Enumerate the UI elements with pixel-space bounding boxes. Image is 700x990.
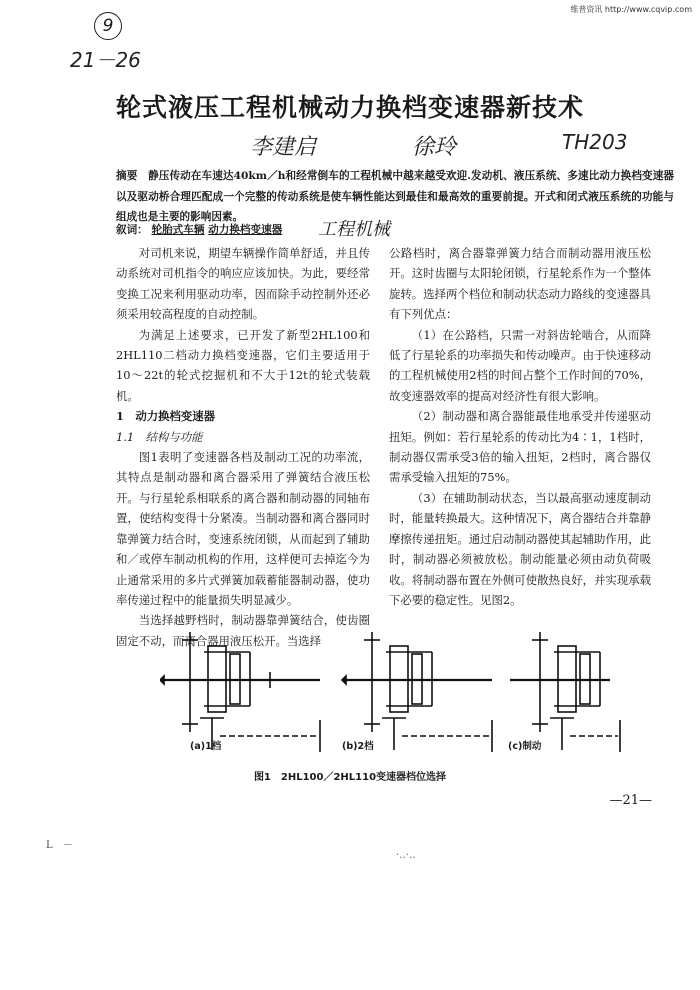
author-2: 徐玲 bbox=[412, 135, 457, 160]
keyword-1: 轮胎式车辆 bbox=[151, 224, 205, 236]
keyword-2: 动力换档变速器 bbox=[208, 224, 283, 236]
paragraph: 公路档时，离合器靠弹簧力结合而制动器用液压松开。这时齿圈与太阳轮闭锁，行星轮系作为一个整体旋转。选择两个档位和制动状态动力路线的变速器具有下列优点： bbox=[389, 246, 651, 322]
abstract bbox=[116, 166, 674, 228]
abstract-text: 静压传动在车速达40km／h和经常倒车的工程机械中越来越受欢迎.发动机、液压系统、多速比动力换档变速器以及驱动桥合理匹配成一个完整的传动系统是使车辆性能达到最佳和最高效的重要前提。开式和闭式液压系统的功能与组成也是主要的影响因素。 bbox=[116, 170, 675, 223]
paragraph: （1）在公路档，只需一对斜齿轮啮合，从而降低了行星轮系的功率损失和传动噪声。由于快速移动的工程机械使用2档的时间占整个工作时间的70%，故变速器效率的提高对经济性有很大影响。 bbox=[389, 327, 651, 403]
figure-sublabel-c: (c)制动 bbox=[508, 741, 542, 752]
page-number: —21— bbox=[609, 793, 652, 808]
paragraph: 对司机来说，期望车辆操作简单舒适，并且传动系统对司机指令的响应应该加快。为此，要经常变换工况来利用驱动功率，因而除手动控制外还必须采用较高程度的自动控制。 bbox=[116, 246, 370, 322]
scan-corner-mark: L － bbox=[46, 840, 73, 851]
figure-sublabel-a: (a)1档 bbox=[190, 741, 222, 752]
schematic-braking bbox=[510, 632, 620, 752]
author-1: 李建启 bbox=[250, 135, 317, 160]
abstract-label: 摘要 bbox=[116, 170, 138, 182]
figure-caption: 图1 2HL100／2HL110变速器档位选择 bbox=[253, 772, 447, 783]
handwritten-keyword-note: 工程机械 bbox=[318, 219, 390, 240]
keywords bbox=[116, 222, 282, 237]
right-column bbox=[389, 243, 651, 610]
paragraph: （2）制动器和离合器能最佳地承受并传递驱动扭矩。例如：若行星轮系的传动比为4∶1，1档时，制动器仅需承受3倍的输入扭矩，2档时，离合器仅需承受输入扭矩的75%。 bbox=[389, 409, 651, 485]
keywords-label: 叙词： bbox=[116, 224, 148, 236]
handwritten-circle-number: 9 bbox=[94, 12, 122, 40]
scan-dots-mark: ·‥·‥ bbox=[396, 850, 416, 861]
paragraph: 图1表明了变速器各档及制动工况的功率流，其特点是制动器和离合器采用了弹簧结合液压松开。与行星轮系相联系的离合器和制动器的同轴布置，使结构变得十分紧凑。当制动器和离合器同时靠弹簧力结合时，变速系统闭锁，从而起到了辅助和／或停车制动机构的作用，这样便可去掉迄今为止通常采用的多片式弹簧加载蓄能器制动器，使功率传递过程中的能量损失明显减少。 bbox=[116, 450, 370, 607]
subsection-heading: 1.1 结构与功能 bbox=[116, 429, 203, 444]
handwritten-classification: TH203 bbox=[562, 130, 628, 154]
paper-title: 轮式液压工程机械动力换档变速器新技术 bbox=[115, 93, 584, 122]
left-column bbox=[116, 243, 370, 651]
paragraph: （3）在辅助制动状态，当以最高驱动速度制动时，能量转换最大。这种情况下，离合器结合并靠静摩擦传递扭矩。通过启动制动器使其起辅助作用，此时，制动器必须被放松。制动能量必须由动负荷吸收。将制动器布置在外侧可使散热良好，并实现承载下必要的稳定性。见图2。 bbox=[389, 490, 651, 607]
paragraph: 当选择越野档时，制动器靠弹簧结合，使齿圈固定不动，而离合器用液压松开。当选择 bbox=[116, 613, 370, 648]
schematic-2nd-gear bbox=[342, 632, 492, 752]
paragraph: 为满足上述要求，已开发了新型2HL100和2HL110二档动力换档变速器，它们主要适用于10～22t的轮式挖掘机和不大于12t的轮式装载机。 bbox=[116, 327, 370, 403]
figure-sublabel-b: (b)2档 bbox=[342, 741, 374, 752]
gearbox-schematic-figure bbox=[160, 632, 680, 762]
schematic-1st-gear bbox=[160, 632, 320, 752]
handwritten-page-range: 21－26 bbox=[70, 48, 141, 72]
section-heading: 1 动力换档变速器 bbox=[116, 409, 216, 424]
watermark: 维普资讯 http://www.cqvip.com bbox=[570, 5, 692, 14]
